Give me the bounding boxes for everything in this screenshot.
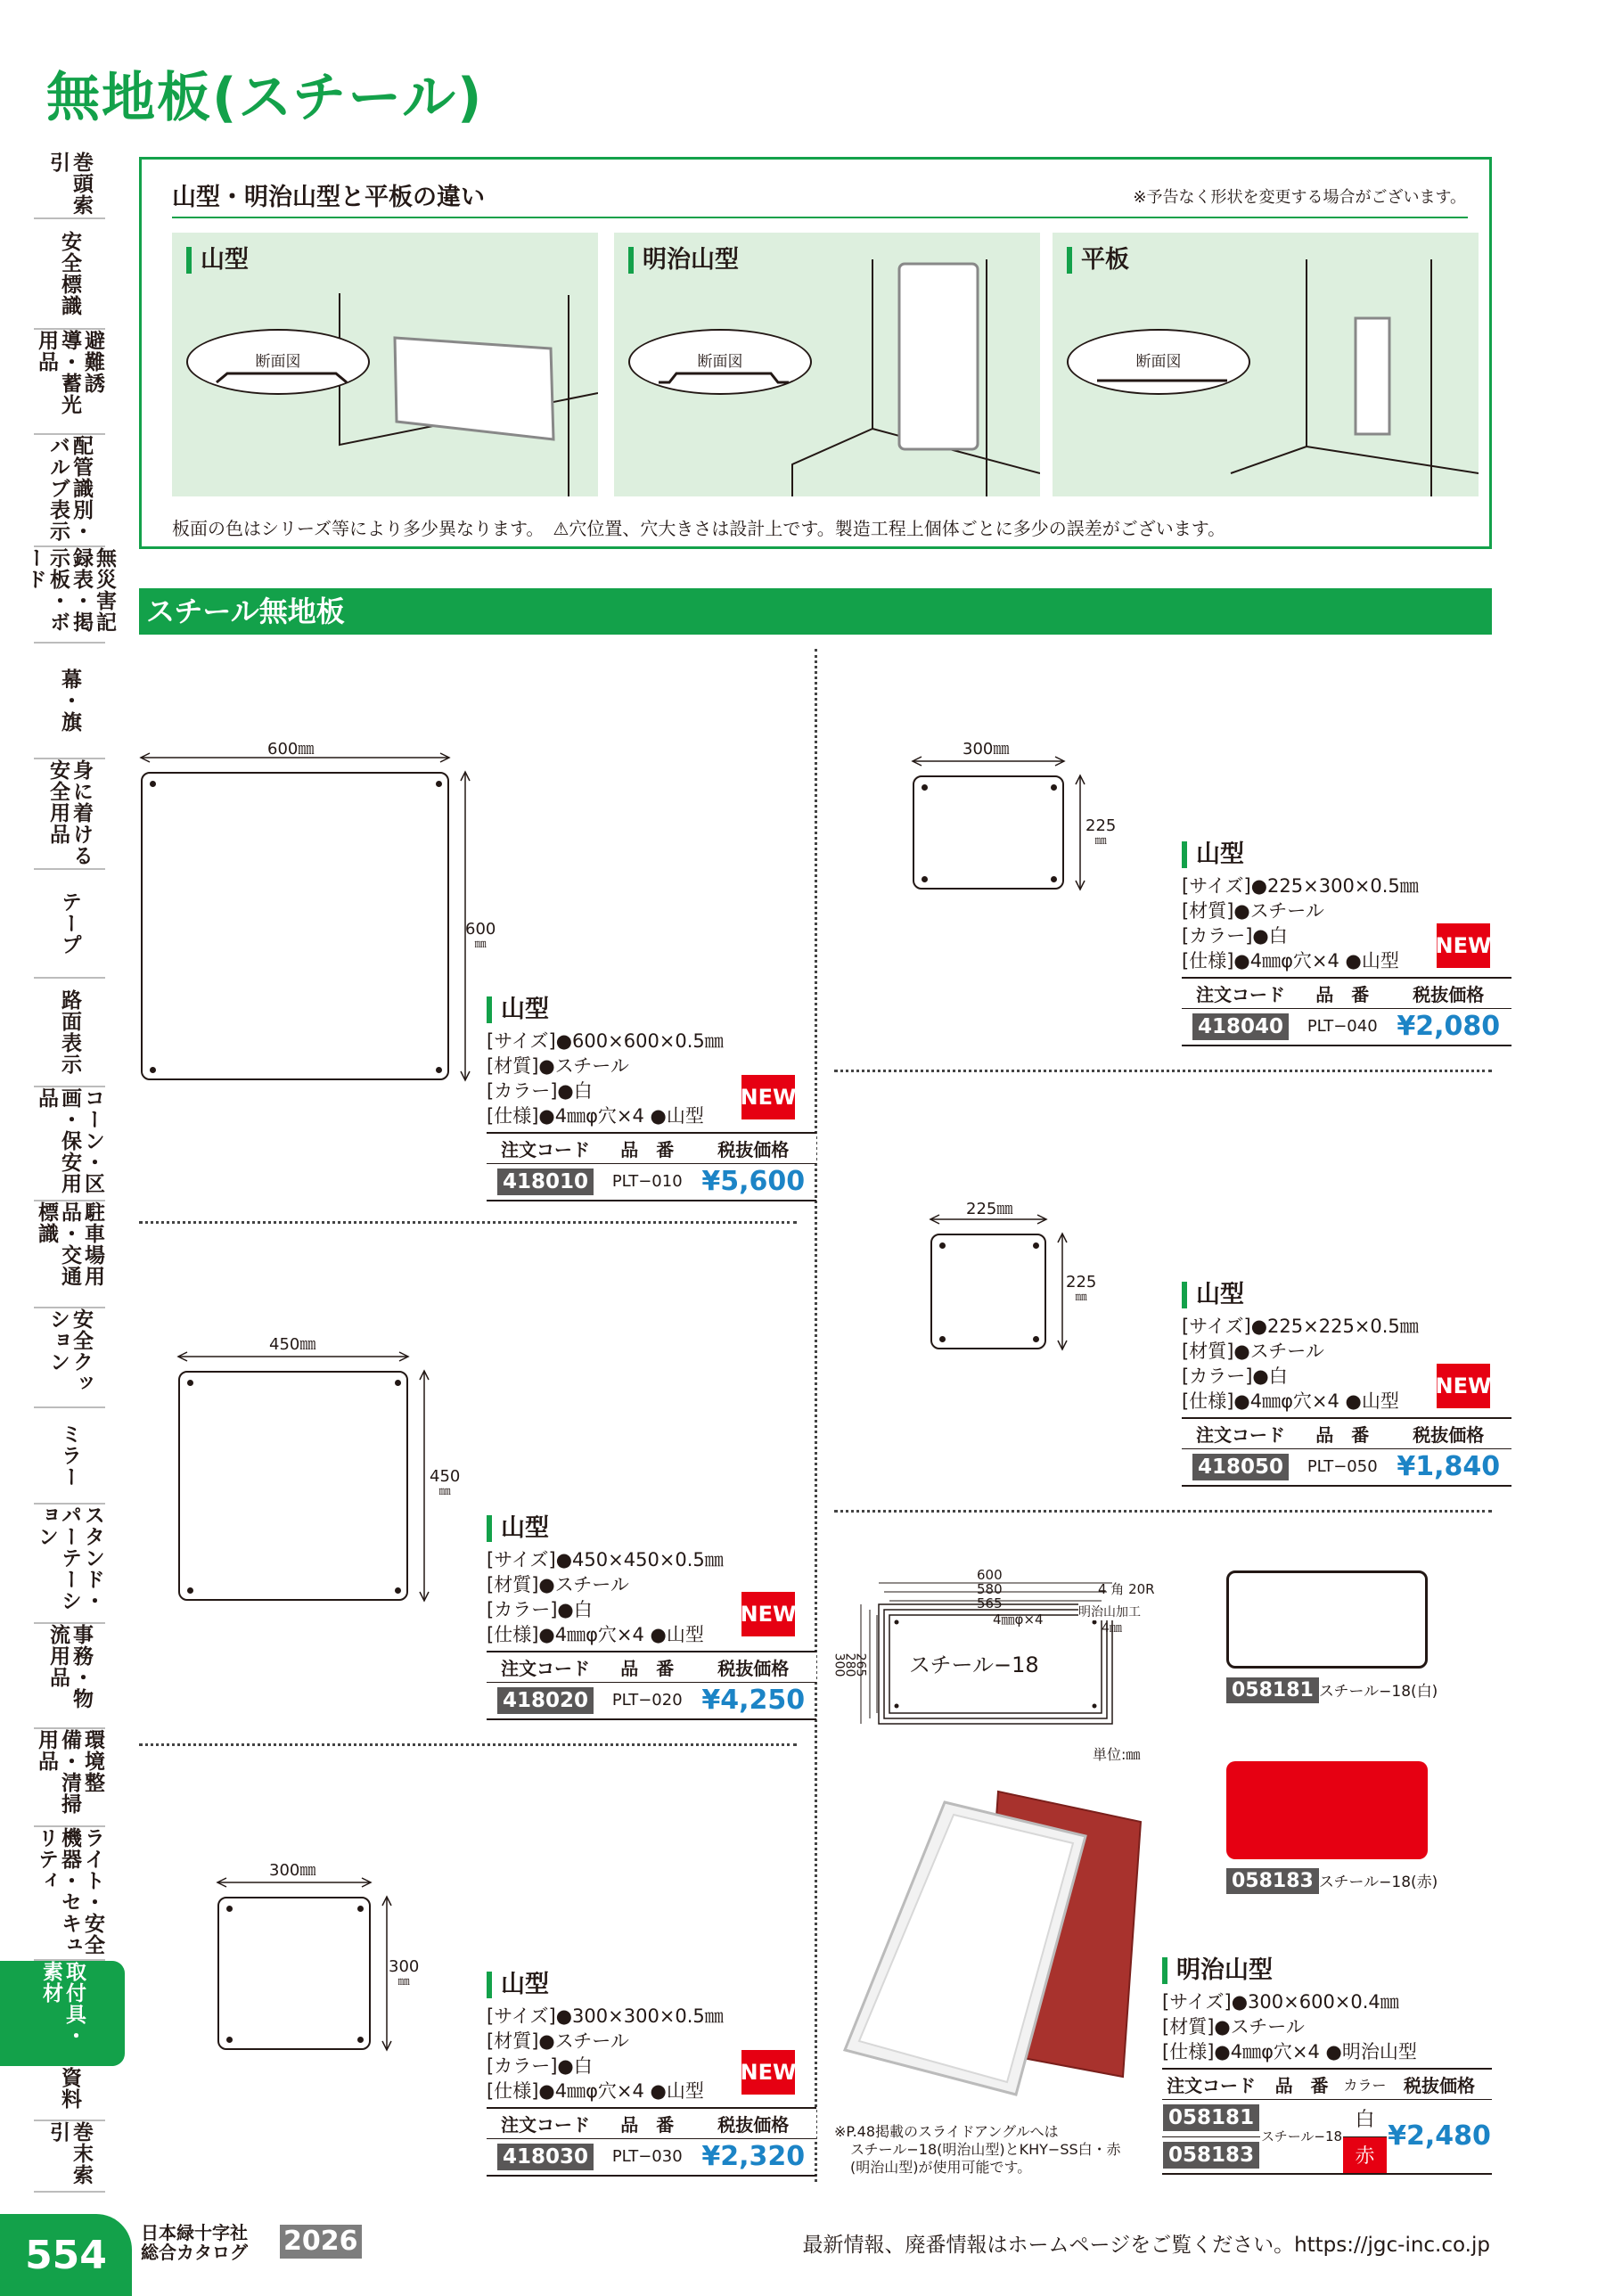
side-index-item[interactable] (23, 547, 116, 644)
spec-material (1162, 2014, 1492, 2039)
dim-height-value: 225 (1085, 816, 1117, 835)
product-meiji (1162, 1957, 1492, 2175)
spec-label: [材質] (1162, 2016, 1215, 2038)
side-index-item[interactable] (34, 435, 105, 547)
dim-height (389, 1957, 419, 1988)
price: ¥4,250 (690, 1682, 816, 1719)
side-index-label: 配管識別・バルブ表示 (46, 435, 93, 542)
part-number: PLT−020 (604, 1682, 690, 1719)
side-index-item[interactable] (34, 1087, 105, 1201)
note-line: (明治山型)が使用可能です。 (850, 2159, 1032, 2176)
dim-height-value: 450 (430, 1467, 461, 1486)
section-oval (628, 329, 812, 395)
spec-label: [サイズ] (487, 2005, 556, 2027)
spec-value: ●300×600×0.4㎜ (1231, 1991, 1399, 2013)
spec-value: ●4㎜φ穴×4 ●山型 (538, 1105, 704, 1127)
side-index-active[interactable] (0, 1961, 125, 2066)
price: ¥5,600 (690, 1163, 816, 1201)
spec-label: [カラー] (487, 2055, 558, 2077)
horizontal-divider (834, 1070, 1492, 1072)
header-part: 品 番 (604, 1133, 690, 1163)
header-price: 税抜価格 (690, 2108, 816, 2138)
product-type: 山型 (1182, 841, 1511, 868)
side-index-label: 幕・旗 (58, 668, 81, 733)
spec-value: ●白 (1252, 925, 1288, 947)
dim-width: 600㎜ (267, 740, 315, 758)
spec-value: ●300×300×0.5㎜ (555, 2005, 724, 2027)
side-index-label: 避難誘導・蓄光用品 (35, 330, 104, 415)
horizontal-divider (834, 1510, 1492, 1513)
spec-label: [仕様] (487, 1105, 539, 1127)
mounting-hole (939, 1336, 946, 1342)
spec-label: [材質] (487, 1055, 539, 1077)
spec-size (487, 1029, 816, 1054)
dim-width: 225㎜ (966, 1200, 1013, 1218)
mounting-hole (226, 1906, 233, 1912)
dim-meiji-depth: 4㎜ (1102, 1621, 1122, 1636)
order-code: 418050 (1192, 1454, 1289, 1480)
spec-label: [材質] (1182, 1341, 1234, 1362)
price-table (487, 1132, 816, 1201)
plate-drawing (217, 1897, 371, 2050)
color-red: 赤 (1343, 2136, 1387, 2174)
product-type: 山型 (487, 996, 816, 1023)
dim-w1: 600 (977, 1567, 1003, 1583)
side-index-label: 路面表示 (58, 989, 81, 1075)
spec-value: ●4㎜φ穴×4 ●山型 (1233, 1390, 1399, 1412)
mounting-hole (922, 784, 928, 791)
side-index-label: 巻末索引 (46, 2121, 93, 2185)
spec-label: [サイズ] (1182, 1316, 1251, 1337)
price: ¥2,080 (1385, 1008, 1511, 1046)
meiji-note (834, 2123, 1121, 2177)
swatch-red (1226, 1761, 1428, 1859)
dim-w3: 565 (977, 1595, 1003, 1611)
horizontal-divider (139, 1743, 797, 1746)
part-number: PLT−010 (604, 1163, 690, 1201)
header-part: 品 番 (1299, 1418, 1385, 1448)
side-index-item[interactable] (34, 152, 105, 219)
comparison-note: ※予告なく形状を変更する場合がございます。 (1133, 188, 1466, 207)
header-part: 品 番 (1299, 978, 1385, 1008)
panel-yamagata (172, 233, 598, 496)
header-part: 品 番 (604, 1652, 690, 1682)
comparison-title: 山型・明治山型と平板の違い (172, 184, 485, 211)
spec-value: ●白 (557, 2055, 593, 2077)
side-index-label: コーン・区画・保安用品 (35, 1087, 104, 1194)
dim-height (465, 920, 496, 950)
spec-label: [カラー] (1182, 925, 1253, 947)
side-index-label: 環境整備・清掃用品 (35, 1729, 104, 1815)
new-badge: NEW (741, 1592, 795, 1636)
order-code: 058183 (1163, 2142, 1259, 2169)
dim-h3: 265 (853, 1652, 868, 1677)
spec-spec (1162, 2039, 1492, 2064)
mounting-hole (1033, 1242, 1039, 1249)
dim-height-value: 225 (1066, 1273, 1097, 1292)
spec-size (1162, 1989, 1492, 2014)
side-index-label: 駐車場用品・交通標識 (35, 1201, 104, 1287)
part-number: PLT−030 (604, 2138, 690, 2176)
side-index-label: 身に着ける安全用品 (46, 759, 93, 866)
header-price: 税抜価格 (1387, 2069, 1492, 2099)
price-table (1162, 2068, 1492, 2175)
side-index-item[interactable] (34, 1505, 105, 1624)
spec-label: [サイズ] (1182, 875, 1251, 897)
new-badge: NEW (1437, 1364, 1490, 1408)
publisher-line: 総合カタログ (141, 2242, 248, 2263)
spec-label: [カラー] (1182, 1365, 1253, 1387)
dim-height (430, 1467, 460, 1497)
section-label: 断面図 (1135, 353, 1182, 371)
side-index-item[interactable] (34, 1729, 105, 1827)
spec-value: ●スチール (538, 2030, 629, 2052)
spec-value: ●600×600×0.5㎜ (555, 1030, 724, 1052)
side-index-item[interactable] (34, 759, 105, 870)
side-index-label: 事務・物流用品 (46, 1624, 93, 1710)
dim-height-unit: ㎜ (474, 938, 487, 951)
panel-label: 平板 (1067, 247, 1129, 274)
spec-value: ●225×225×0.5㎜ (1250, 1316, 1419, 1337)
header-code: 注文コード (1182, 978, 1299, 1008)
dim-height-unit: ㎜ (397, 1975, 410, 1988)
dim-corner: 4 角 20R (1098, 1581, 1155, 1597)
side-index-label: テープ (58, 891, 81, 955)
spec-label: [仕様] (1182, 1390, 1234, 1412)
comparison-box (139, 157, 1492, 549)
side-index-item[interactable] (34, 219, 105, 330)
side-index-item[interactable] (34, 1624, 105, 1729)
dim-h1: 300 (831, 1652, 847, 1677)
spec-value: ●4㎜φ穴×4 ●山型 (1233, 950, 1399, 972)
order-code: 418040 (1192, 1013, 1289, 1040)
side-index-active-label: 取付具・素材 (39, 1961, 86, 2046)
plate-drawing (141, 772, 449, 1080)
header-code: 注文コード (487, 2108, 604, 2138)
side-index-item[interactable] (34, 2121, 105, 2193)
dim-width: 300㎜ (269, 1861, 316, 1880)
spec-value: ●白 (1252, 1365, 1288, 1387)
mounting-hole (922, 876, 928, 882)
header-code: 注文コード (1182, 1418, 1299, 1448)
color-white: 白 (1343, 2099, 1387, 2136)
spec-label: [仕様] (1162, 2041, 1215, 2062)
spec-value: ●225×300×0.5㎜ (1250, 875, 1419, 897)
spec-size (487, 1547, 816, 1572)
plate-drawing (930, 1234, 1046, 1349)
spec-label: [カラー] (487, 1080, 558, 1102)
dim-width: 450㎜ (269, 1335, 316, 1354)
side-index-item[interactable] (34, 1408, 105, 1505)
spec-label: [サイズ] (1162, 1991, 1232, 2013)
side-index-label: 巻頭索引 (46, 152, 93, 216)
price-table (1182, 1417, 1511, 1487)
spec-material (1182, 898, 1511, 923)
dim-height-value: 600 (465, 920, 496, 939)
mounting-hole (187, 1380, 193, 1386)
mounting-hole (187, 1587, 193, 1594)
header-part: 品 番 (1260, 2069, 1343, 2099)
product-type: 明治山型 (1162, 1957, 1492, 1984)
panel-label: 山型 (186, 247, 249, 274)
part-number: PLT−050 (1299, 1448, 1385, 1486)
spec-label: [カラー] (487, 1599, 558, 1620)
side-index-item[interactable] (34, 1827, 105, 1961)
comparison-footer: 板面の色はシリーズ等により多少異なります。 ⚠穴位置、穴大きさは設計上です。製造工程上個体ごとに多少の誤差がございます。 (172, 518, 1226, 539)
publisher (141, 2223, 248, 2262)
page-title: 無地板(スチール) (46, 67, 484, 129)
new-badge: NEW (741, 2050, 795, 2095)
dim-height-unit: ㎜ (1075, 1291, 1087, 1304)
footer-info: 最新情報、廃番情報はホームページをご覧ください。https://jgc-inc.co.jp (802, 2234, 1490, 2257)
side-index-item[interactable] (34, 2057, 105, 2121)
catalog-year: 2026 (280, 2225, 362, 2259)
spec-label: [材質] (487, 2030, 539, 2052)
mounting-hole (226, 2037, 233, 2043)
note-line: ※P.48掲載のスライドアングルへは (834, 2123, 1059, 2140)
dim-height-unit: ㎜ (1094, 834, 1107, 848)
divider (172, 217, 1468, 218)
order-code: 418020 (497, 1687, 594, 1714)
mounting-hole (357, 2037, 364, 2043)
header-price: 税抜価格 (1385, 978, 1511, 1008)
mounting-hole (395, 1587, 401, 1594)
mounting-hole (150, 1067, 156, 1073)
side-index-label: ミラー (58, 1423, 81, 1488)
dim-w2: 580 (977, 1581, 1003, 1597)
price: ¥2,480 (1387, 2099, 1492, 2174)
unit-label: 単位:㎜ (1093, 1746, 1141, 1763)
swatch-red-caption (1226, 1868, 1438, 1894)
swatch-white (1226, 1570, 1428, 1669)
spec-size (1182, 1314, 1511, 1339)
dim-meiji: 明治山加工 (1078, 1603, 1141, 1620)
spec-label: [仕様] (487, 2080, 539, 2102)
header-code: 注文コード (487, 1652, 604, 1682)
swatch-red-code: 058183 (1226, 1868, 1319, 1894)
side-index-item[interactable] (34, 1201, 105, 1308)
price-table (487, 2107, 816, 2177)
panel-label: 明治山型 (628, 247, 739, 274)
side-index-label: 資料 (58, 2067, 81, 2110)
dim-holes: 4㎜φ×4 (993, 1611, 1044, 1628)
order-code: 418010 (497, 1168, 594, 1195)
dim-height (1085, 816, 1116, 847)
side-index-item[interactable] (34, 870, 105, 979)
section-label: 断面図 (255, 353, 301, 371)
plate-drawing (913, 775, 1064, 890)
header-price: 税抜価格 (1385, 1418, 1511, 1448)
spec-material (1182, 1339, 1511, 1364)
new-badge: NEW (1437, 923, 1490, 968)
price: ¥1,840 (1385, 1448, 1511, 1486)
spec-value: ●白 (557, 1080, 593, 1102)
header-part: 品 番 (604, 2108, 690, 2138)
header-price: 税抜価格 (690, 1133, 816, 1163)
spec-value: ●白 (557, 1599, 593, 1620)
side-index-label: 安全標識 (58, 231, 81, 316)
product-type: 山型 (1182, 1282, 1511, 1308)
spec-label: [サイズ] (487, 1549, 556, 1570)
spec-value: ●4㎜φ穴×4 ●明治山型 (1214, 2041, 1417, 2062)
vertical-divider (815, 649, 817, 2182)
swatch-white-name: スチール−18(白) (1318, 1683, 1438, 1701)
side-index-item[interactable] (34, 330, 105, 435)
dim-h2: 280 (842, 1652, 857, 1677)
meiji-drawing (831, 1567, 1173, 1742)
product-type: 山型 (487, 1972, 816, 1998)
spec-value: ●スチール (1233, 900, 1324, 922)
new-badge: NEW (741, 1075, 795, 1119)
horizontal-divider (139, 1221, 797, 1224)
dim-height-value: 300 (389, 1957, 420, 1976)
spec-size (1182, 873, 1511, 898)
side-index-item[interactable] (34, 1308, 105, 1408)
order-code: 418030 (497, 2144, 594, 2170)
dim-width: 300㎜ (963, 740, 1010, 758)
side-index-label: 安全クッション (46, 1308, 93, 1394)
section-oval (186, 329, 370, 395)
header-price: 税抜価格 (690, 1652, 816, 1682)
spec-label: [材質] (1182, 900, 1234, 922)
swatch-red-name: スチール−18(赤) (1318, 1874, 1438, 1891)
mounting-hole (436, 1067, 442, 1073)
plate-drawing (178, 1371, 408, 1601)
side-index-label: ライト・安全機器・セキュリティ (35, 1827, 104, 1956)
mounting-hole (1051, 876, 1057, 882)
spec-label: [仕様] (487, 1624, 539, 1645)
product-type: 山型 (487, 1515, 816, 1542)
spec-value: ●4㎜φ穴×4 ●山型 (538, 1624, 704, 1645)
spec-size (487, 2004, 816, 2029)
spec-value: ●スチール (1233, 1341, 1324, 1362)
section-oval (1067, 329, 1250, 395)
swatch-white-code: 058181 (1226, 1677, 1319, 1703)
mounting-hole (150, 781, 156, 787)
side-index-item[interactable] (34, 979, 105, 1087)
side-index-label: スタンド・パーテーション (35, 1505, 104, 1611)
swatch-white-caption (1226, 1677, 1438, 1703)
mounting-hole (395, 1380, 401, 1386)
header-code: 注文コード (1162, 2069, 1260, 2099)
note-line: スチール−18(明治山型)とKHY−SS白・赤 (850, 2141, 1121, 2158)
side-index-item[interactable] (34, 644, 105, 759)
header-code: 注文コード (487, 1133, 604, 1163)
drawing-label: スチール−18 (909, 1652, 1039, 1677)
spec-label: [サイズ] (487, 1030, 556, 1052)
spec-label: [材質] (487, 1574, 539, 1595)
side-index-label: 無災害記録表・掲示板・ボード (23, 547, 116, 633)
spec-label: [仕様] (1182, 950, 1234, 972)
spec-value: ●4㎜φ穴×4 ●山型 (538, 2080, 704, 2102)
part-number: スチール−18 (1260, 2099, 1343, 2174)
product-photo (838, 1783, 1150, 2103)
page-number: 554 (0, 2214, 132, 2296)
mounting-hole (1033, 1336, 1039, 1342)
dim-height-unit: ㎜ (438, 1485, 451, 1498)
publisher-line: 日本緑十字社 (141, 2222, 248, 2243)
header-color: カラー (1343, 2069, 1387, 2099)
spec-value: ●スチール (1214, 2016, 1305, 2038)
order-code: 058181 (1163, 2104, 1259, 2131)
spec-value: ●スチール (538, 1574, 629, 1595)
spec-value: ●450×450×0.5㎜ (555, 1549, 724, 1570)
section-banner: スチール無地板 (139, 588, 1492, 635)
spec-value: ●スチール (538, 1055, 629, 1077)
mounting-hole (357, 1906, 364, 1912)
mounting-hole (1051, 784, 1057, 791)
price-table (487, 1651, 816, 1720)
price: ¥2,320 (690, 2138, 816, 2176)
price-table (1182, 977, 1511, 1046)
mounting-hole (436, 781, 442, 787)
mounting-hole (939, 1242, 946, 1249)
part-number: PLT−040 (1299, 1008, 1385, 1046)
panel-flat (1053, 233, 1479, 496)
section-label: 断面図 (697, 353, 743, 371)
panel-meiji (614, 233, 1040, 496)
dim-height (1066, 1273, 1096, 1303)
